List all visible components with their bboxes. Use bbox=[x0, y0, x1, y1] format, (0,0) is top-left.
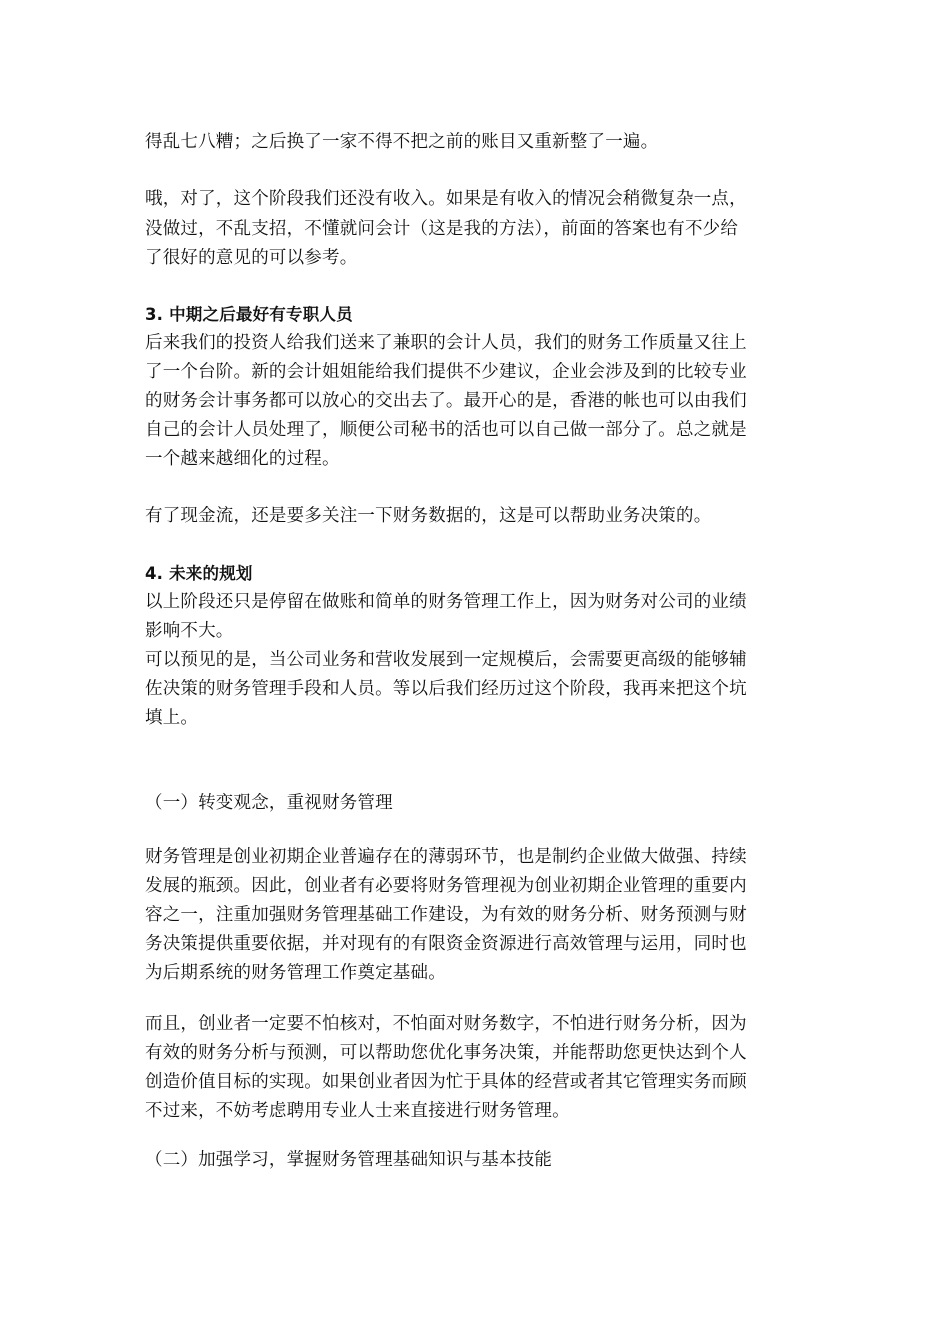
paragraph-line: 没做过，不乱支招，不懂就问会计（这是我的方法），前面的答案也有不少给 bbox=[145, 219, 739, 239]
paragraph-line: 务决策提供重要依据，并对现有的有限资金资源进行高效管理与运用，同时也 bbox=[145, 934, 747, 954]
paragraph-line: 有了现金流，还是要多关注一下财务数据的，这是可以帮助业务决策的。 bbox=[145, 506, 712, 526]
paragraph-line: 发展的瓶颈。因此，创业者有必要将财务管理视为创业初期企业管理的重要内 bbox=[145, 876, 747, 896]
paragraph-line: 一个越来越细化的过程。 bbox=[145, 449, 340, 469]
paragraph-line: 自己的会计人员处理了，顺便公司秘书的活也可以自己做一部分了。总之就是 bbox=[145, 420, 747, 440]
paragraph-line: 填上。 bbox=[145, 708, 199, 728]
paragraph-line: 而且，创业者一定要不怕核对，不怕面对财务数字，不怕进行财务分析，因为 bbox=[145, 1014, 747, 1034]
paragraph-line: 佐决策的财务管理手段和人员。等以后我们经历过这个阶段，我再来把这个坑 bbox=[145, 679, 747, 699]
paragraph-line: 有效的财务分析与预测，可以帮助您优化事务决策，并能帮助您更快达到个人 bbox=[145, 1043, 747, 1063]
paragraph-line: 的财务会计事务都可以放心的交出去了。最开心的是，香港的帐也可以由我们 bbox=[145, 391, 747, 411]
paragraph-line: 哦，对了，这个阶段我们还没有收入。如果是有收入的情况会稍微复杂一点， bbox=[145, 189, 747, 209]
section-heading: 4. 未来的规划 bbox=[145, 564, 253, 583]
subsection-heading: （二）加强学习，掌握财务管理基础知识与基本技能 bbox=[145, 1150, 553, 1170]
paragraph-line: 为后期系统的财务管理工作奠定基础。 bbox=[145, 963, 446, 983]
paragraph-line: 财务管理是创业初期企业普遍存在的薄弱环节，也是制约企业做大做强、持续 bbox=[145, 847, 747, 867]
paragraph-line: 创造价值目标的实现。如果创业者因为忙于具体的经营或者其它管理实务而顾 bbox=[145, 1072, 747, 1092]
paragraph-line: 得乱七八糟；之后换了一家不得不把之前的账目又重新整了一遍。 bbox=[145, 132, 659, 152]
paragraph-line: 了很好的意见的可以参考。 bbox=[145, 248, 358, 268]
paragraph-line: 不过来，不妨考虑聘用专业人士来直接进行财务管理。 bbox=[145, 1101, 570, 1121]
paragraph-line: 影响不大。 bbox=[145, 621, 234, 641]
paragraph-line: 容之一，注重加强财务管理基础工作建设，为有效的财务分析、财务预测与财 bbox=[145, 905, 747, 925]
section-heading: 3. 中期之后最好有专职人员 bbox=[145, 305, 353, 324]
paragraph-line: 了一个台阶。新的会计姐姐能给我们提供不少建议，企业会涉及到的比较专业 bbox=[145, 362, 747, 382]
subsection-heading: （一）转变观念，重视财务管理 bbox=[145, 793, 393, 813]
paragraph-line: 后来我们的投资人给我们送来了兼职的会计人员，我们的财务工作质量又往上 bbox=[145, 333, 747, 353]
paragraph-line: 以上阶段还只是停留在做账和简单的财务管理工作上，因为财务对公司的业绩 bbox=[145, 592, 747, 612]
paragraph-line: 可以预见的是，当公司业务和营收发展到一定规模后，会需要更高级的能够辅 bbox=[145, 650, 747, 670]
